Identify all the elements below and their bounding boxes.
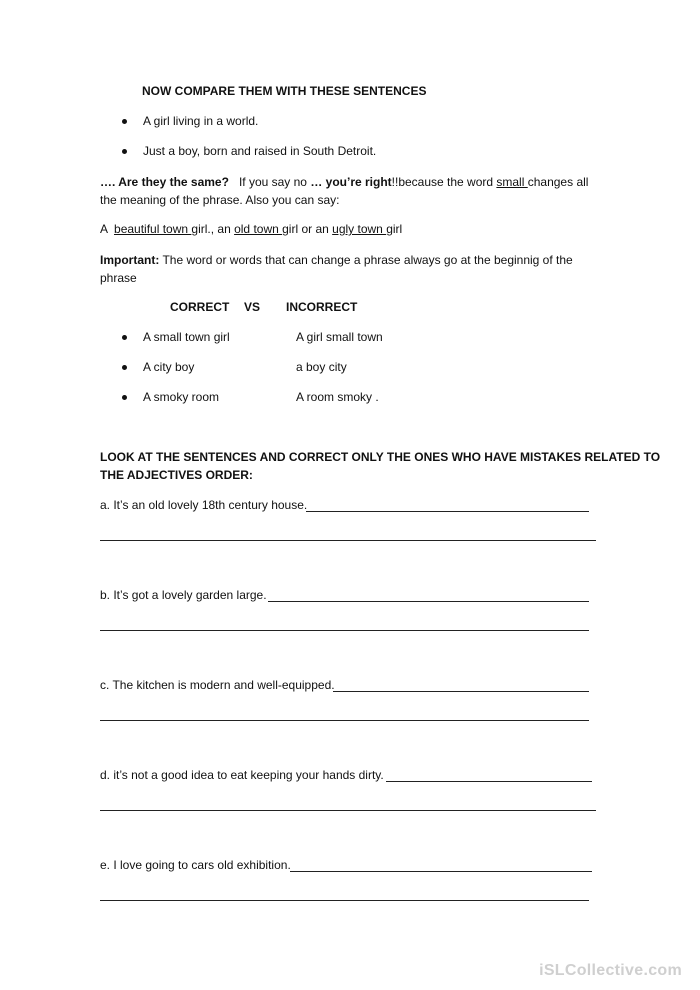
exercise-instruction-line-1: LOOK AT THE SENTENCES AND CORRECT ONLY THE ONES WHO HAVE MISTAKES RELATED TO — [100, 450, 661, 464]
answer-line-e1[interactable] — [290, 871, 592, 872]
answer-line-b2[interactable] — [100, 630, 589, 631]
incorrect-example-3: A room smoky . — [296, 390, 379, 404]
watermark-footer: iSLCollective.com — [539, 962, 682, 979]
answer-line-c2[interactable] — [100, 720, 589, 721]
bullet-icon — [122, 119, 127, 124]
answer-line-e2[interactable] — [100, 900, 589, 901]
exercise-instruction-line-2: THE ADJECTIVES ORDER: — [100, 468, 253, 482]
answer-line-d1[interactable] — [386, 781, 592, 782]
same-question-paragraph: …. Are they the same? If you say no … you’re right!!because the word small changes all the meaning of the phrase. Also you can say: — [100, 175, 589, 207]
correct-example-3: A smoky room — [143, 390, 220, 404]
exercise-item-c: c. The kitchen is modern and well-equipped. — [100, 678, 335, 692]
correct-header: CORRECT — [170, 300, 230, 314]
bullet-icon — [122, 395, 127, 400]
answer-line-c1[interactable] — [333, 691, 589, 692]
incorrect-header: INCORRECT — [286, 300, 358, 314]
answer-line-a1[interactable] — [306, 511, 589, 512]
answer-line-b1[interactable] — [268, 601, 589, 602]
examples-line: A beautiful town girl., an old town girl or an ugly town girl — [100, 222, 403, 236]
exercise-item-b: b. It’s got a lovely garden large. — [100, 588, 267, 602]
correct-example-2: A city boy — [143, 360, 195, 374]
bullet-icon — [122, 149, 127, 154]
vs-header: VS — [244, 300, 261, 314]
correct-example-1: A small town girl — [143, 330, 230, 344]
intro-sentence-1: A girl living in a world. — [143, 114, 259, 128]
exercise-item-d: d. it’s not a good idea to eat keeping your hands dirty. — [100, 768, 384, 782]
important-note: Important: The word or words that can change a phrase always go at the beginnig of the phrase — [100, 253, 573, 285]
incorrect-example-2: a boy city — [296, 360, 347, 374]
bullet-icon — [122, 335, 127, 340]
answer-line-d2[interactable] — [100, 810, 596, 811]
exercise-item-e: e. I love going to cars old exhibition. — [100, 858, 291, 872]
bullet-icon — [122, 365, 127, 370]
intro-sentence-2: Just a boy, born and raised in South Detroit. — [143, 144, 377, 158]
answer-line-a2[interactable] — [100, 540, 596, 541]
exercise-item-a: a. It’s an old lovely 18th century house. — [100, 498, 308, 512]
page-heading: NOW COMPARE THEM WITH THESE SENTENCES — [142, 84, 427, 98]
incorrect-example-1: A girl small town — [296, 330, 383, 344]
